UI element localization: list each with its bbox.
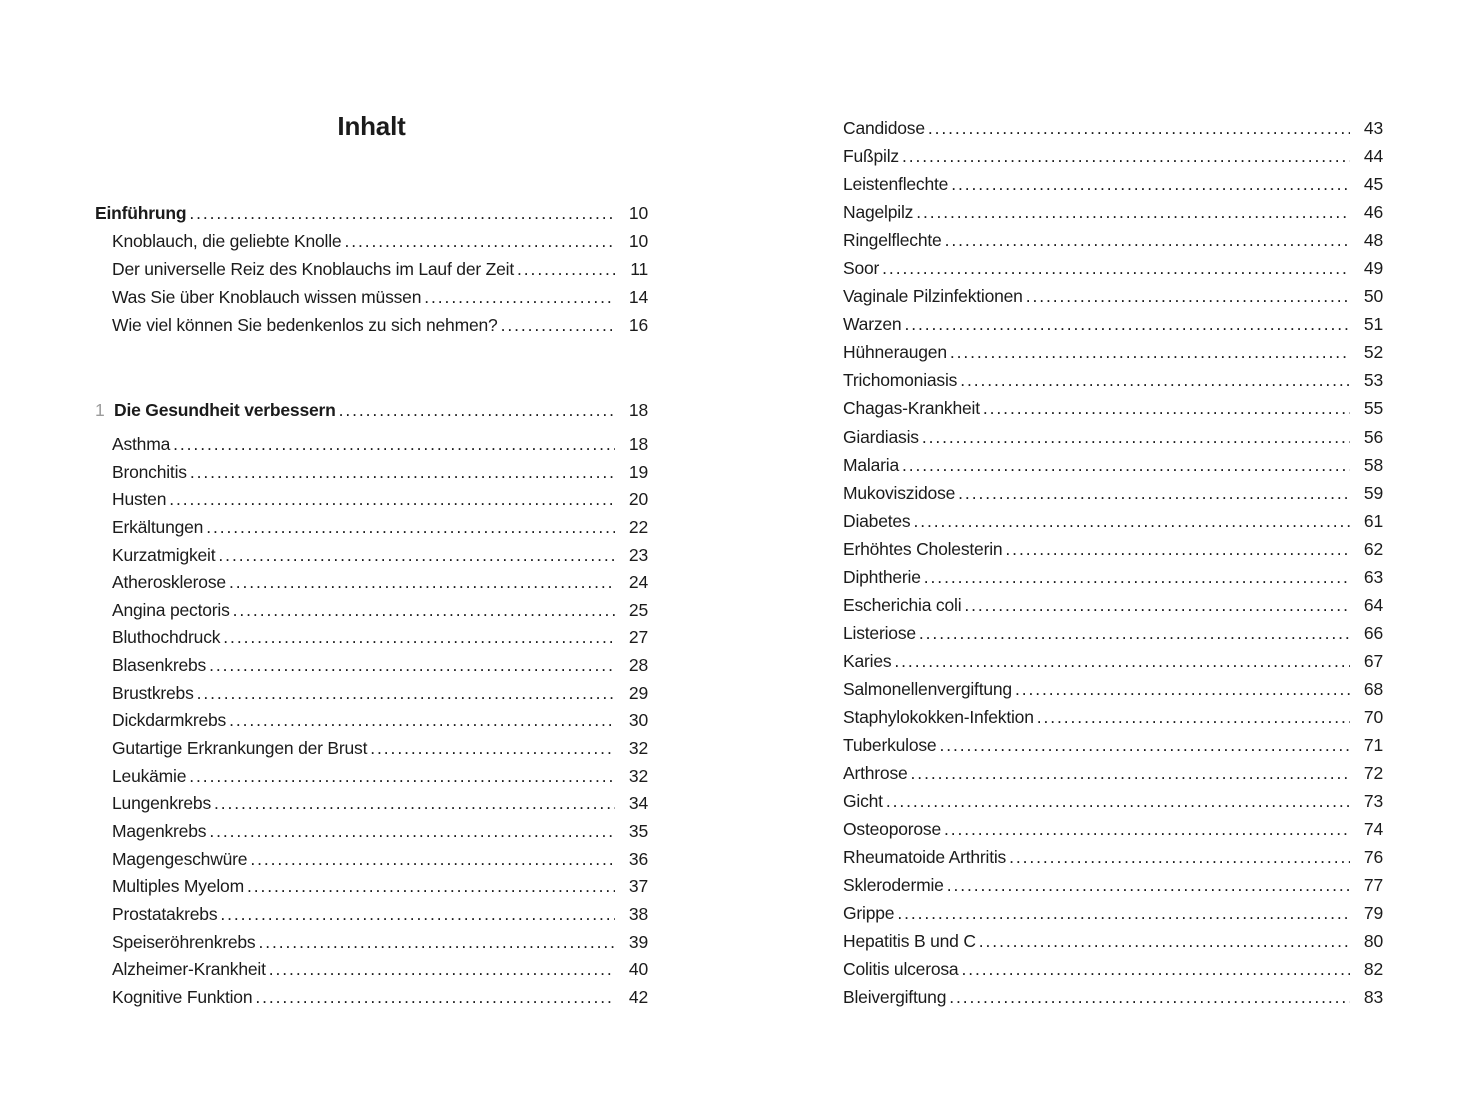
toc-entry-label: Husten: [112, 489, 167, 510]
toc-entry-row: [843, 787, 1383, 815]
toc-entry-page: 76: [1363, 847, 1383, 868]
dot-leader: [955, 479, 1350, 507]
toc-entry-row: [95, 431, 648, 459]
toc-entry-row: [843, 282, 1383, 310]
dot-leader: [498, 311, 615, 339]
toc-entry-row: [843, 675, 1383, 703]
toc-entry-row: [843, 731, 1383, 759]
dot-leader: [948, 170, 1350, 198]
toc-entry-row: [843, 647, 1383, 675]
toc-entry-row: [843, 899, 1383, 927]
dot-leader: [194, 680, 615, 708]
toc-entry-row: [843, 479, 1383, 507]
dot-leader: [230, 597, 615, 625]
toc-entry-label: Der universelle Reiz des Knoblauchs im Lauf der Zeit: [112, 259, 515, 280]
toc-entry-label: Chagas-Krankheit: [843, 398, 980, 419]
toc-entry-label: Warzen: [843, 314, 902, 335]
toc-entry-label: Grippe: [843, 903, 895, 924]
dot-leader: [1006, 843, 1350, 871]
toc-entry-row: [95, 255, 648, 283]
toc-entry-page: 18: [628, 400, 648, 420]
toc-entry-row: [95, 901, 648, 929]
toc-entry-row: [95, 227, 648, 255]
toc-entry-row: [843, 198, 1383, 226]
toc-section-heading-row: [95, 199, 648, 227]
dot-leader: [186, 763, 615, 791]
dot-leader: [921, 563, 1350, 591]
toc-entry-row: [95, 597, 648, 625]
dot-leader: [901, 310, 1350, 338]
toc-entry-label: Multiples Myelom: [112, 876, 244, 897]
toc-entry-row: [843, 142, 1383, 170]
toc-entry-row: [843, 955, 1383, 983]
toc-entry-label: Sklerodermie: [843, 875, 944, 896]
dot-leader: [925, 114, 1350, 142]
toc-entry-row: [843, 507, 1383, 535]
toc-entry-page: 73: [1363, 791, 1383, 812]
toc-entry-page: 37: [628, 876, 648, 897]
toc-entry-row: [843, 114, 1383, 142]
toc-entry-label: Erkältungen: [112, 516, 204, 537]
toc-right-page: [843, 114, 1383, 1024]
toc-entry-row: [843, 759, 1383, 787]
toc-entry-label: Salmonellenvergiftung: [843, 678, 1012, 699]
toc-entry-page: 53: [1363, 370, 1383, 391]
dot-leader: [220, 624, 615, 652]
chapter-number: 1: [95, 400, 105, 420]
toc-entry-page: 82: [1363, 959, 1383, 980]
dot-leader: [910, 507, 1350, 535]
dot-leader: [256, 929, 616, 957]
toc-entry-page: 45: [1363, 174, 1383, 195]
dot-leader: [206, 652, 615, 680]
dot-leader: [244, 873, 615, 901]
toc-entry-row: [95, 735, 648, 763]
toc-entry-page: 10: [628, 203, 648, 223]
toc-entry-page: 71: [1363, 735, 1383, 756]
dot-leader: [211, 790, 615, 818]
toc-entry-page: 10: [628, 231, 648, 252]
toc-entry-page: 55: [1363, 398, 1383, 419]
toc-entry-label: Ringelflechte: [843, 230, 942, 251]
toc-entry-row: [843, 423, 1383, 451]
toc-left-page: [95, 112, 648, 1032]
toc-entry-label: Angina pectoris: [112, 599, 230, 620]
toc-entry-page: 51: [1363, 314, 1383, 335]
toc-entry-page: 67: [1363, 650, 1383, 671]
toc-entry-page: 39: [628, 931, 648, 952]
dot-leader: [946, 983, 1350, 1011]
dot-leader: [170, 431, 615, 459]
toc-entry-label: Dickdarmkrebs: [112, 710, 227, 731]
dot-leader: [247, 846, 615, 874]
toc-entry-row: [843, 535, 1383, 563]
dot-leader: [908, 759, 1350, 787]
toc-entry-page: 36: [628, 848, 648, 869]
toc-entry-page: 62: [1363, 538, 1383, 559]
toc-entry-row: [95, 846, 648, 874]
dot-leader: [976, 927, 1350, 955]
toc-entry-label: Tuberkulose: [843, 735, 937, 756]
toc-entry-label: Was Sie über Knoblauch wissen müssen: [112, 287, 422, 308]
toc-entry-label: Kognitive Funktion: [112, 986, 253, 1007]
dot-leader: [367, 735, 615, 763]
toc-entry-page: 40: [628, 959, 648, 980]
toc-entry-page: 44: [1363, 146, 1383, 167]
toc-entry-row: [95, 283, 648, 311]
dot-leader: [879, 254, 1350, 282]
toc-section-heading-label: Die Gesundheit verbessern: [114, 400, 336, 420]
toc-entry-label: Wie viel können Sie bedenkenlos zu sich nehmen?: [112, 315, 498, 336]
dot-leader: [947, 338, 1350, 366]
toc-entry-page: 43: [1363, 118, 1383, 138]
toc-entry-page: 64: [1363, 594, 1383, 615]
dot-leader: [916, 619, 1350, 647]
toc-entry-page: 24: [628, 572, 648, 593]
toc-entry-label: Gicht: [843, 791, 883, 812]
toc-entry-row: [95, 486, 648, 514]
toc-entry-row: [843, 703, 1383, 731]
toc-right-entries: [843, 114, 1383, 1012]
toc-entry-page: 42: [628, 986, 648, 1007]
toc-entry-label: Nagelpilz: [843, 202, 914, 223]
dot-leader: [961, 591, 1350, 619]
toc-entry-page: 68: [1363, 678, 1383, 699]
toc-entry-row: [843, 815, 1383, 843]
toc-entry-label: Leistenflechte: [843, 174, 949, 195]
toc-entry-row: [95, 542, 648, 570]
toc-entry-page: 61: [1363, 510, 1383, 531]
toc-entry-label: Lungenkrebs: [112, 793, 211, 814]
dot-leader: [891, 647, 1350, 675]
dot-leader: [421, 283, 615, 311]
dot-leader: [1002, 535, 1350, 563]
toc-entry-label: Magenkrebs: [112, 820, 207, 841]
toc-entry-label: Gutartige Erkrankungen der Brust: [112, 738, 368, 759]
dot-leader: [215, 542, 615, 570]
toc-entry-label: Trichomoniasis: [843, 370, 958, 391]
dot-leader: [1023, 282, 1350, 310]
toc-entry-page: 19: [628, 461, 648, 482]
toc-entry-row: [95, 569, 648, 597]
toc-entry-row: [843, 254, 1383, 282]
toc-entry-label: Diabetes: [843, 510, 911, 531]
toc-entry-label: Brustkrebs: [112, 682, 194, 703]
toc-entry-label: Diphtherie: [843, 566, 921, 587]
toc-entry-page: 32: [628, 738, 648, 759]
toc-entry-label: Prostatakrebs: [112, 903, 218, 924]
toc-entry-label: Vaginale Pilzinfektionen: [843, 286, 1023, 307]
toc-entry-row: [95, 459, 648, 487]
toc-entry-label: Candidose: [843, 118, 925, 138]
toc-entry-row: [95, 818, 648, 846]
toc-entry-label: Escherichia coli: [843, 594, 962, 615]
dot-leader: [883, 787, 1350, 815]
dot-leader: [919, 423, 1350, 451]
toc-section-introduction: [95, 199, 648, 339]
toc-entry-page: 70: [1363, 706, 1383, 727]
toc-entry-row: [843, 366, 1383, 394]
dot-leader: [913, 198, 1350, 226]
toc-entry-page: 27: [628, 627, 648, 648]
toc-section-heading-label: Einführung: [95, 203, 187, 223]
toc-entry-label: Magengeschwüre: [112, 848, 248, 869]
toc-entry-page: 30: [628, 710, 648, 731]
page-title: Inhalt: [337, 111, 406, 141]
toc-entry-row: [843, 310, 1383, 338]
toc-entry-page: 35: [628, 820, 648, 841]
toc-entry-row: [95, 790, 648, 818]
toc-entry-page: 18: [628, 434, 648, 454]
dot-leader: [957, 366, 1350, 394]
toc-entry-page: 23: [628, 544, 648, 565]
toc-entry-page: 11: [630, 259, 648, 280]
toc-entry-page: 72: [1363, 763, 1383, 784]
toc-entry-label: Bleivergiftung: [843, 987, 947, 1008]
toc-entry-row: [95, 311, 648, 339]
toc-entry-label: Malaria: [843, 454, 899, 475]
toc-entry-page: 29: [628, 682, 648, 703]
toc-entry-label: Blasenkrebs: [112, 655, 207, 676]
toc-entry-row: [843, 871, 1383, 899]
toc-entry-label: Staphylokokken-Infektion: [843, 706, 1034, 727]
toc-entry-label: Atherosklerose: [112, 572, 226, 593]
toc-entry-row: [843, 170, 1383, 198]
toc-entry-row: [95, 873, 648, 901]
toc-entry-label: Soor: [843, 258, 880, 279]
toc-entry-label: Bluthochdruck: [112, 627, 221, 648]
dot-leader: [514, 255, 615, 283]
toc-entry-label: Giardiasis: [843, 426, 919, 447]
toc-entry-row: [95, 707, 648, 735]
toc-entry-page: 49: [1363, 258, 1383, 279]
toc-entry-label: Alzheimer-Krankheit: [112, 959, 266, 980]
toc-entry-row: [843, 563, 1383, 591]
toc-entry-label: Leukämie: [112, 765, 187, 786]
toc-entry-label: Listeriose: [843, 622, 916, 643]
dot-leader: [226, 707, 615, 735]
toc-entry-page: 34: [628, 793, 648, 814]
dot-leader: [187, 459, 615, 487]
toc-entry-page: 77: [1363, 875, 1383, 896]
dot-leader: [980, 394, 1350, 422]
toc-section-chapter1-entries: [95, 431, 648, 1011]
toc-entry-page: 83: [1363, 987, 1383, 1008]
toc-entry-page: 38: [628, 903, 648, 924]
toc-entry-row: [95, 929, 648, 957]
dot-leader: [1012, 675, 1350, 703]
toc-entry-page: 52: [1363, 342, 1383, 363]
dot-leader: [266, 956, 615, 984]
toc-entry-row: [843, 843, 1383, 871]
toc-entry-row: [95, 652, 648, 680]
toc-entry-row: [95, 984, 648, 1012]
toc-entry-row: [843, 591, 1383, 619]
toc-entry-page: 59: [1363, 482, 1383, 503]
toc-entry-row: [843, 394, 1383, 422]
toc-section-chapter1-heading: [95, 396, 648, 424]
toc-entry-page: 56: [1363, 426, 1383, 447]
dot-leader: [941, 815, 1350, 843]
toc-entry-row: [843, 338, 1383, 366]
toc-entry-page: 46: [1363, 202, 1383, 223]
dot-leader: [944, 871, 1350, 899]
dot-leader: [336, 396, 615, 424]
dot-leader: [186, 199, 615, 227]
dot-leader: [217, 901, 615, 929]
toc-entry-label: Hepatitis B und C: [843, 931, 976, 952]
toc-entry-label: Knoblauch, die geliebte Knolle: [112, 231, 342, 252]
toc-entry-page: 80: [1363, 931, 1383, 952]
dot-leader: [899, 142, 1350, 170]
toc-entry-label: Colitis ulcerosa: [843, 959, 959, 980]
toc-entry-row: [95, 514, 648, 542]
toc-entry-row: [95, 763, 648, 791]
toc-entry-page: 74: [1363, 819, 1383, 840]
toc-entry-row: [95, 624, 648, 652]
toc-entry-page: 48: [1363, 230, 1383, 251]
toc-entry-row: [843, 619, 1383, 647]
toc-entry-page: 63: [1363, 566, 1383, 587]
toc-entry-page: 50: [1363, 286, 1383, 307]
toc-entry-page: 14: [628, 287, 648, 308]
toc-entry-label: Karies: [843, 650, 892, 671]
toc-section-heading-row: [95, 396, 648, 424]
dot-leader: [226, 569, 615, 597]
toc-entry-row: [843, 983, 1383, 1011]
dot-leader: [206, 818, 615, 846]
toc-entry-page: 20: [628, 489, 648, 510]
toc-entry-page: 32: [628, 765, 648, 786]
toc-entry-page: 28: [628, 655, 648, 676]
toc-entry-page: 58: [1363, 454, 1383, 475]
toc-entry-label: Arthrose: [843, 763, 908, 784]
toc-entry-row: [843, 927, 1383, 955]
toc-entry-label: Kurzatmigkeit: [112, 544, 216, 565]
dot-leader: [936, 731, 1350, 759]
toc-entry-label: Speiseröhrenkrebs: [112, 931, 256, 952]
toc-entry-page: 66: [1363, 622, 1383, 643]
toc-entry-page: 16: [628, 315, 648, 336]
toc-entry-label: Rheumatoide Arthritis: [843, 847, 1007, 868]
dot-leader: [203, 514, 615, 542]
toc-entry-page: 79: [1363, 903, 1383, 924]
dot-leader: [899, 451, 1350, 479]
toc-entry-page: 22: [628, 516, 648, 537]
toc-entry-row: [95, 680, 648, 708]
dot-leader: [958, 955, 1350, 983]
toc-entry-row: [843, 226, 1383, 254]
toc-entry-row: [843, 451, 1383, 479]
toc-entry-label: Erhöhtes Cholesterin: [843, 538, 1003, 559]
dot-leader: [252, 984, 615, 1012]
dot-leader: [341, 227, 615, 255]
toc-entry-label: Fußpilz: [843, 146, 899, 167]
dot-leader: [1034, 703, 1350, 731]
dot-leader: [894, 899, 1350, 927]
dot-leader: [942, 226, 1350, 254]
toc-entry-label: Hühneraugen: [843, 342, 947, 363]
toc-entry-label: Bronchitis: [112, 461, 187, 482]
toc-entry-page: 25: [628, 599, 648, 620]
dot-leader: [166, 486, 615, 514]
toc-entry-row: [95, 956, 648, 984]
toc-entry-label: Mukoviszidose: [843, 482, 956, 503]
toc-entry-label: Osteoporose: [843, 819, 941, 840]
toc-entry-label: Asthma: [112, 434, 171, 454]
